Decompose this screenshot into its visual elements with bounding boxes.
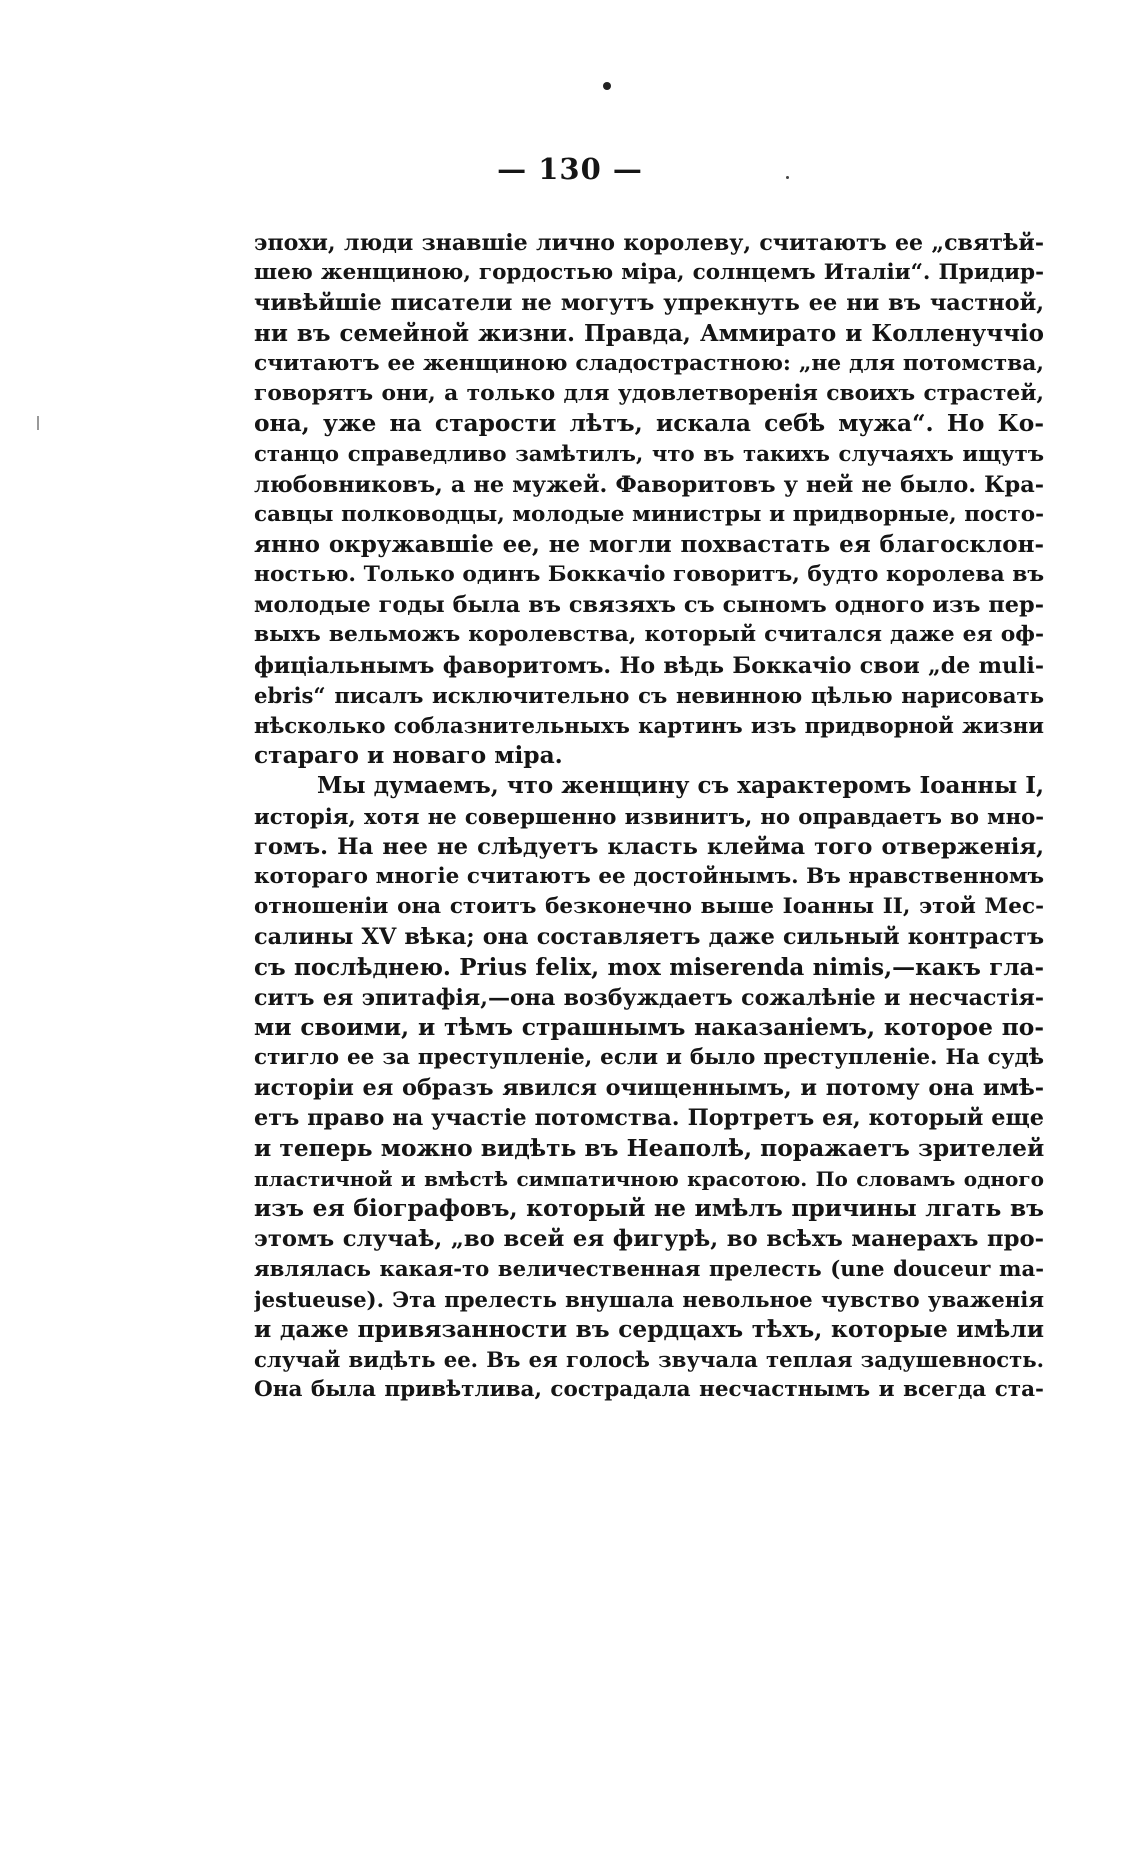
text-line: и даже привязанности въ сердцахъ тѣхъ, которые имѣли	[254, 1315, 1044, 1343]
text-line: съ послѣднею. Prius felix, mox miserenda nimis,—какъ гла-	[254, 953, 1044, 981]
text-line: Она была привѣтлива, сострадала несчастнымъ и всегда ста-	[254, 1377, 1044, 1403]
text-line: станцо справедливо замѣтилъ, что въ такихъ случаяхъ ищутъ	[254, 441, 1044, 467]
text-line: любовниковъ, а не мужей. Фаворитовъ у ней не было. Кра-	[254, 471, 1044, 498]
text-line: изъ ея біографовъ, который не имѣлъ причины лгать въ	[254, 1195, 1044, 1222]
text-line: шею женщиною, гордостью міра, солнцемъ Италіи“. Придир-	[254, 260, 1044, 286]
text-line: случай видѣть ее. Въ ея голосѣ звучала теплая задушевность.	[254, 1346, 1044, 1372]
paragraph-end-line: стараго и новаго міра.	[254, 742, 563, 770]
text-line: молодые годы была въ связяхъ съ сыномъ одного изъ пер-	[254, 592, 1044, 619]
text-line: фиціальнымъ фаворитомъ. Но вѣдь Боккачіо свои „de muli-	[254, 652, 1044, 679]
text-line: котораго многіе считаютъ ее достойнымъ. Въ нравственномъ	[254, 863, 1044, 889]
text-line: ми своими, и тѣмъ страшнымъ наказаніемъ, которое по-	[254, 1013, 1044, 1041]
text-line: пластичной и вмѣстѣ симпатичною красотою. По словамъ одного	[254, 1166, 1044, 1191]
margin-mark	[37, 416, 39, 430]
text-line: она, уже на старости лѣтъ, искала себѣ мужа“. Но Ко-	[254, 410, 1044, 438]
text-line: этомъ случаѣ, „во всей ея фигурѣ, во всѣхъ манерахъ про-	[254, 1226, 1044, 1253]
text-line: гомъ. На нее не слѣдуетъ класть клейма того отверженія,	[254, 833, 1044, 860]
text-line: эпохи, люди знавшіе лично королеву, считаютъ ее „святѣй-	[254, 230, 1044, 256]
text-line: исторіи ея образъ явился очищеннымъ, и потому она имѣ-	[254, 1075, 1044, 1102]
ink-dot	[603, 82, 611, 90]
text-line: считаютъ ее женщиною сладострастною: „не для потомства,	[254, 350, 1044, 376]
body-text	[254, 228, 1044, 1405]
text-line: являлась какая-то величественная прелесть (une douceur ma-	[254, 1256, 1044, 1282]
text-line: салины XV вѣка; она составляетъ даже сильный контрастъ	[254, 924, 1044, 951]
text-line: и теперь можно видѣть въ Неаполѣ, поражаетъ зрителей	[254, 1134, 1044, 1162]
text-line: отношеніи она стоитъ безконечно выше Іоанны II, этой Мес-	[254, 894, 1044, 920]
text-line: ситъ ея эпитафія,—она возбуждаетъ сожалѣніе и несчастія-	[254, 984, 1044, 1011]
text-line: ни въ семейной жизни. Правда, Аммирато и Колленуччіо	[254, 319, 1044, 347]
text-line: етъ право на участіе потомства. Портретъ ея, который еще	[254, 1105, 1044, 1132]
text-line: выхъ вельможъ королевства, который считался даже ея оф-	[254, 622, 1044, 648]
text-line: исторія, хотя не совершенно извинитъ, но оправдаетъ во мно-	[254, 803, 1044, 829]
text-line: чивѣйшіе писатели не могутъ упрекнуть ее ни въ частной,	[254, 290, 1044, 317]
text-line: говорятъ они, а только для удовлетворенія своихъ страстей,	[254, 380, 1044, 406]
text-line: ностью. Только одинъ Боккачіо говоритъ, будто королева въ	[254, 562, 1044, 588]
text-line: ebris“ писалъ исключительно съ невинною цѣлью нарисовать	[254, 682, 1044, 708]
text-line: стигло ее за преступленіе, если и было преступленіе. На судѣ	[254, 1045, 1044, 1071]
text-line: янно окружавшіе ее, не могли похвастать ея благосклон-	[254, 530, 1044, 558]
text-line: савцы полководцы, молодые министры и придворные, посто-	[254, 501, 1044, 527]
paragraph-first-line: Мы думаемъ, что женщину съ характеромъ Іоанны I,	[317, 772, 1044, 800]
text-line: jestueuse). Эта прелесть внушала невольное чувство уваженія	[254, 1286, 1044, 1312]
page-number: — 130 —	[497, 152, 643, 186]
text-line: нѣсколько соблазнительныхъ картинъ изъ придворной жизни	[254, 713, 1044, 738]
